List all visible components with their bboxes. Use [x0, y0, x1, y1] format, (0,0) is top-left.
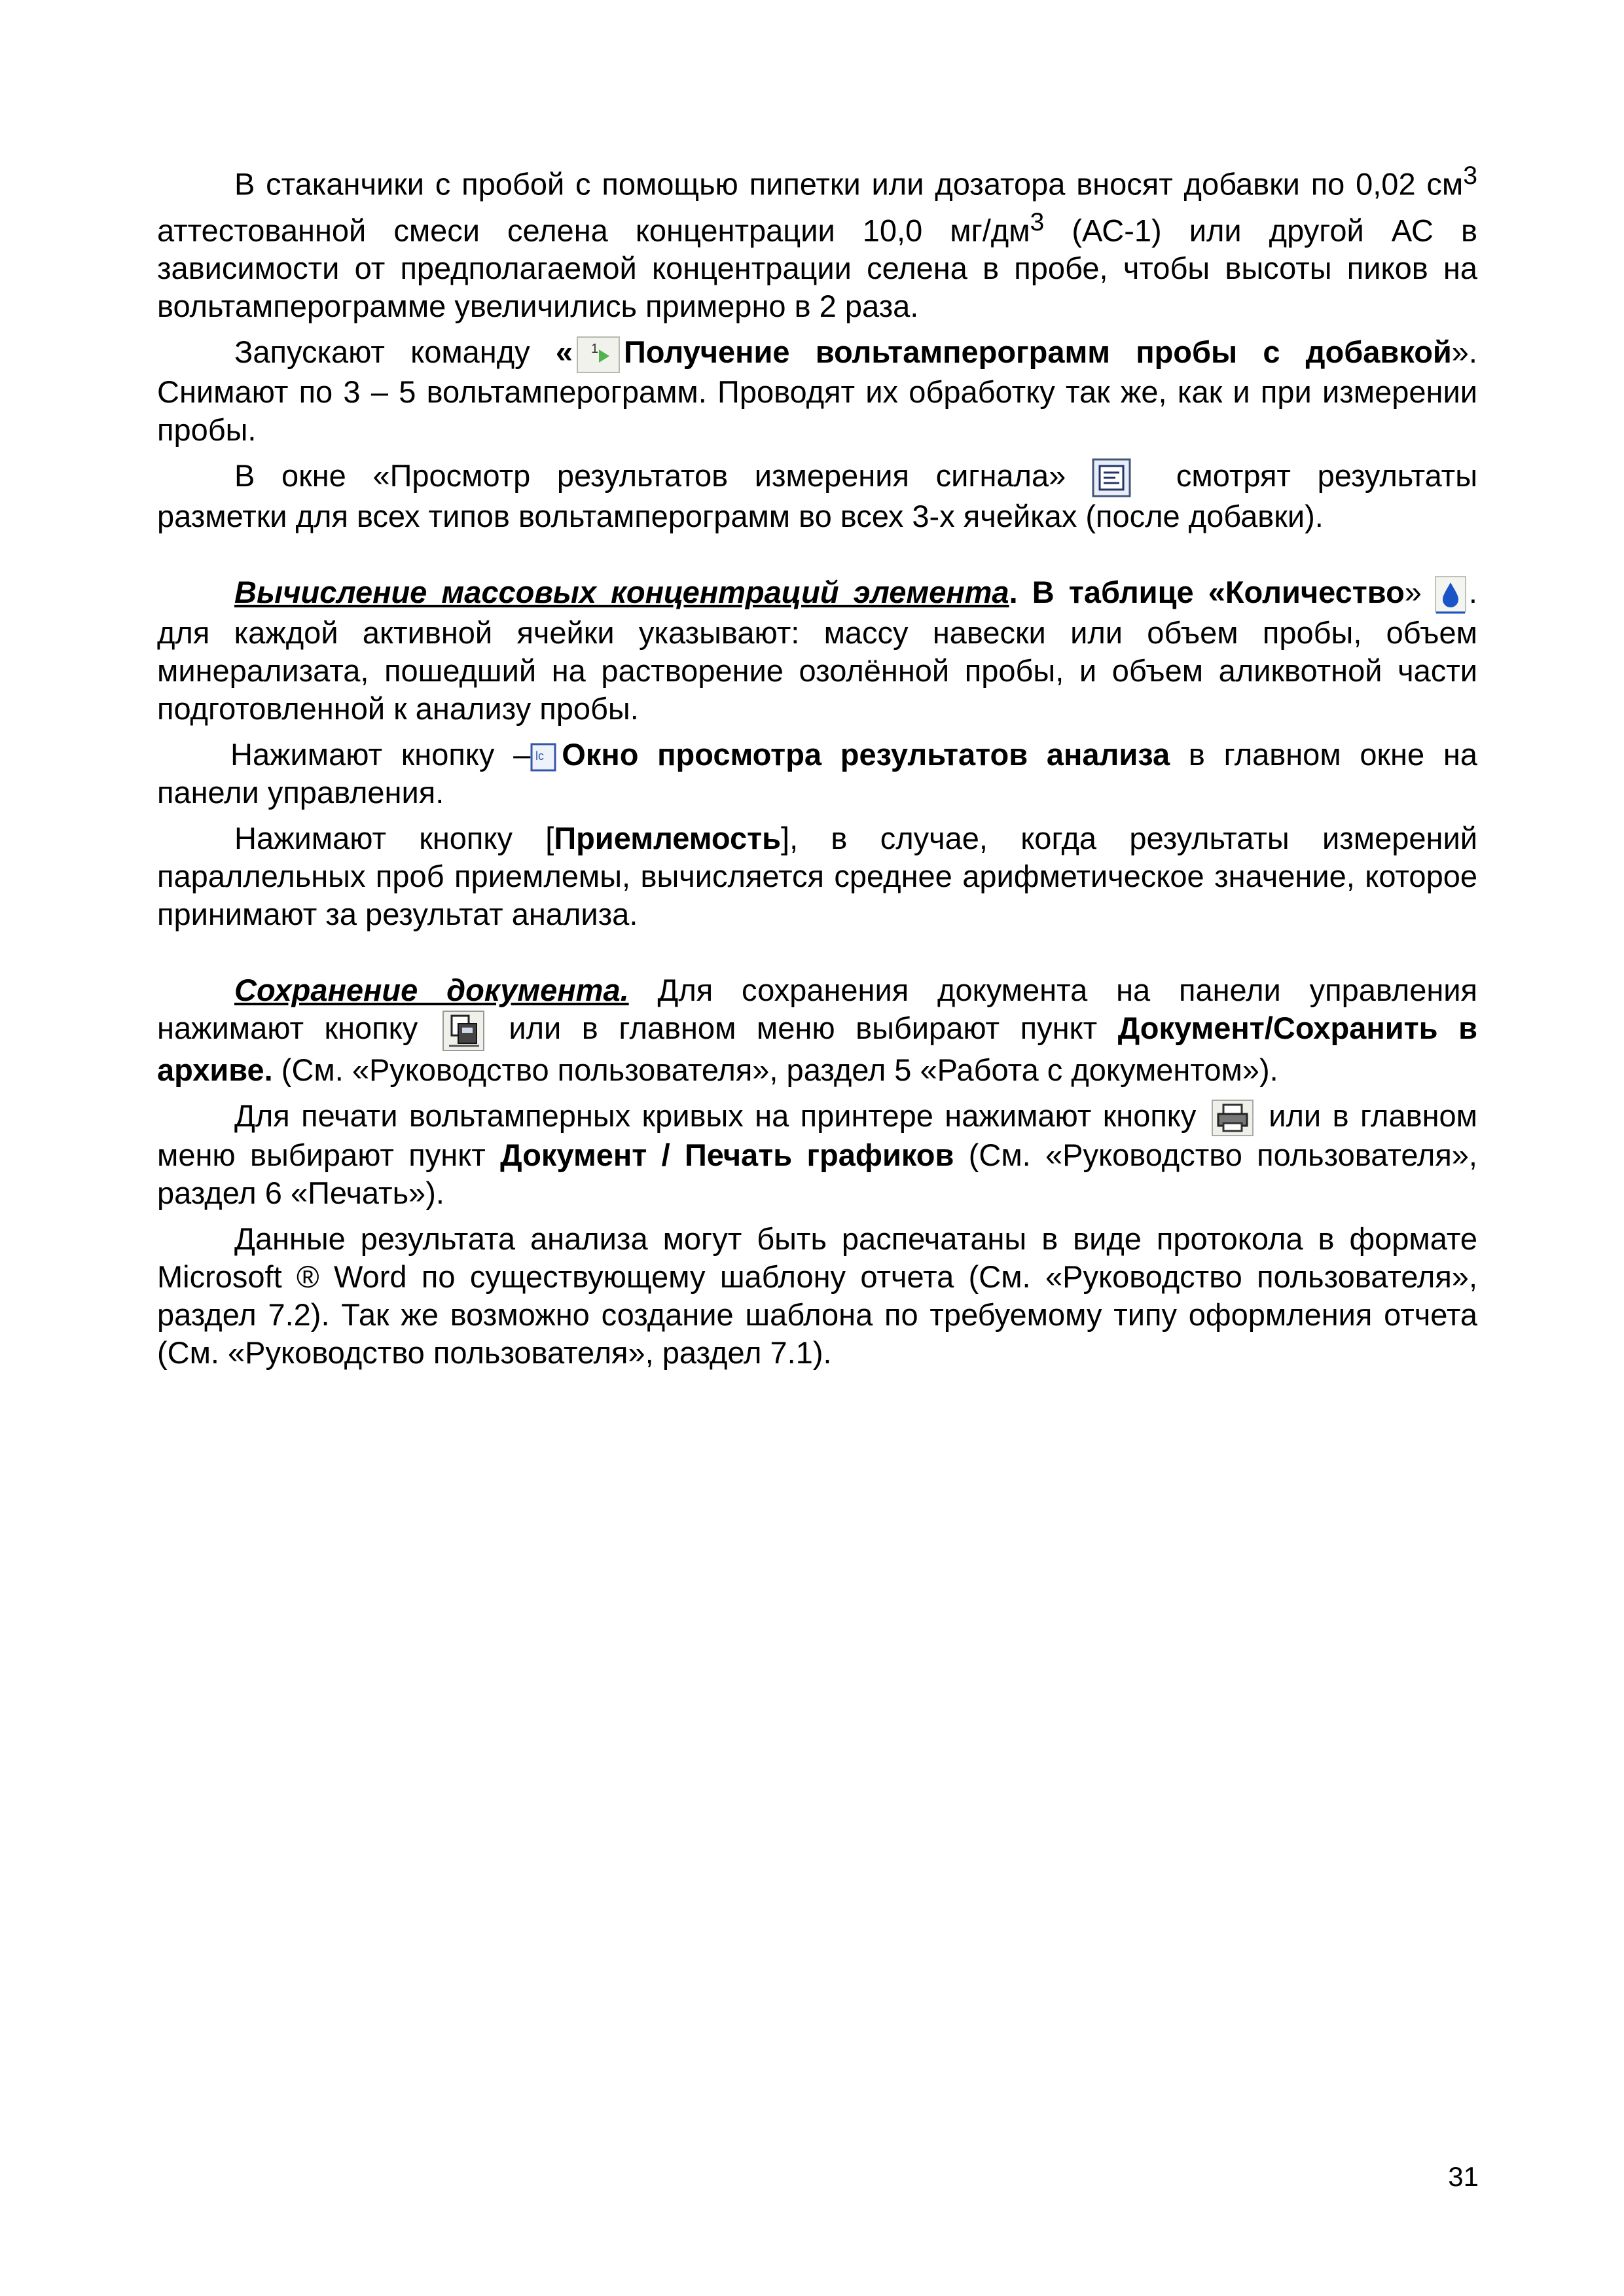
paragraph-5: [157, 736, 1477, 812]
p1-sup-2: 3: [1030, 207, 1045, 236]
p8-bold-a: Документ / Печать графиков: [500, 1138, 954, 1173]
p6-bold-a: Приемлемость: [554, 821, 782, 856]
paragraph-4: [157, 573, 1477, 728]
save-archive-icon[interactable]: [442, 1011, 484, 1051]
p2-command: Получение вольтамперограмм пробы с добавкой: [624, 334, 1452, 370]
p2-text-b: ». Снимают по 3 – 5 вольтамперограмм. Проводят их обработку так же, как и при измерении пробы.: [157, 334, 1477, 447]
p6-text-b: ], в случае, когда результаты измерений параллельных проб приемлемы, вычисляется среднее арифметическое значение, которое принимают за результат анализа.: [157, 821, 1478, 932]
paragraph-8: [157, 1097, 1477, 1213]
p1-text-b: аттестованной смеси селена концентрации 10,0 мг/дм: [157, 213, 1030, 248]
run-with-addition-icon[interactable]: [577, 336, 620, 373]
p4-bold-a: Количество: [1225, 575, 1405, 610]
paragraph-3: [157, 457, 1477, 536]
p2-text-a: Запускают команду: [234, 334, 556, 370]
p2-quote: «: [555, 334, 573, 370]
paragraph-2: [157, 333, 1477, 449]
section-heading-calculation: Вычисление массовых концентраций элемента: [234, 575, 1009, 610]
svg-text:1: 1: [591, 341, 599, 356]
printer-icon[interactable]: [1212, 1100, 1254, 1136]
p5-bold-a: Окно просмотра результатов анализа: [562, 737, 1170, 772]
p1-text-a: В стаканчики с пробой с помощью пипетки или дозатора вносят добавки по 0,02 см: [234, 166, 1464, 202]
svg-text:lc: lc: [535, 749, 545, 762]
p3-text-b: смотрят результаты разметки для всех типов вольтамперограмм во всех 3-х ячейках (после добавки).: [157, 457, 1477, 534]
p7-text-c: (См. «Руководство пользователя», раздел 5 «Работа с документом»).: [272, 1052, 1278, 1087]
p9-text: Данные результата анализа могут быть распечатаны в виде протокола в формате Microsoft ® Word по существующему шаблону отчета (См. «Руководство пользователя», раздел 7.2). Так же возможно создание шаблона по требуемому типу оформления отчета (См. «Руководство пользователя», раздел 7.1).: [157, 1221, 1477, 1371]
p7-text-b: или в главном меню выбирают пункт: [488, 1011, 1118, 1046]
analysis-window-icon[interactable]: [530, 743, 556, 772]
p4-text-b: »: [1404, 575, 1422, 610]
p8-text-a: Для печати вольтамперных кривых на принтере нажимают кнопку: [234, 1098, 1208, 1133]
p4-text-c: . для каждой активной ячейки указывают: массу навески или объем пробы, объем минерализата, пошедший на растворение озолённой пробы, и объем аликвотной части подготовленной к анализу пробы.: [157, 575, 1477, 726]
paragraph-7: [157, 971, 1477, 1089]
p6-text-a: Нажимают кнопку [: [234, 821, 554, 856]
p8-text-b: или в главном меню выбирают пункт: [157, 1098, 1477, 1173]
document-body: [157, 157, 1477, 1380]
paragraph-9: [157, 1220, 1477, 1372]
p1-sup-1: 3: [1463, 162, 1477, 190]
p5-text-a: Нажимают кнопку –: [230, 737, 531, 772]
section-heading-save: Сохранение документа.: [234, 973, 629, 1008]
page-number: 31: [1448, 2161, 1479, 2192]
p1-text-c: (АС-1) или другой АС в зависимости от предполагаемой концентрации селена в пробе, чтобы высоты пиков на вольтамперограмме увеличились примерно в 2 раза.: [157, 213, 1477, 324]
p4-text-a: . В таблице «: [1009, 575, 1225, 610]
p3-text-a: В окне «Просмотр результатов измерения сигнала»: [234, 457, 1066, 493]
p5-text-b: в главном окне на панели управления.: [157, 737, 1477, 810]
paragraph-6: [157, 819, 1477, 933]
view-results-icon[interactable]: [1092, 458, 1131, 497]
paragraph-1: [157, 157, 1477, 325]
p7-text-a: Для сохранения документа на панели управления нажимают кнопку: [157, 973, 1477, 1046]
p7-bold-a: Документ/Сохранить в архиве.: [157, 1011, 1477, 1087]
drop-icon[interactable]: [1435, 576, 1466, 614]
p8-text-c: (См. «Руководство пользователя», раздел 6 «Печать»).: [157, 1138, 1477, 1211]
